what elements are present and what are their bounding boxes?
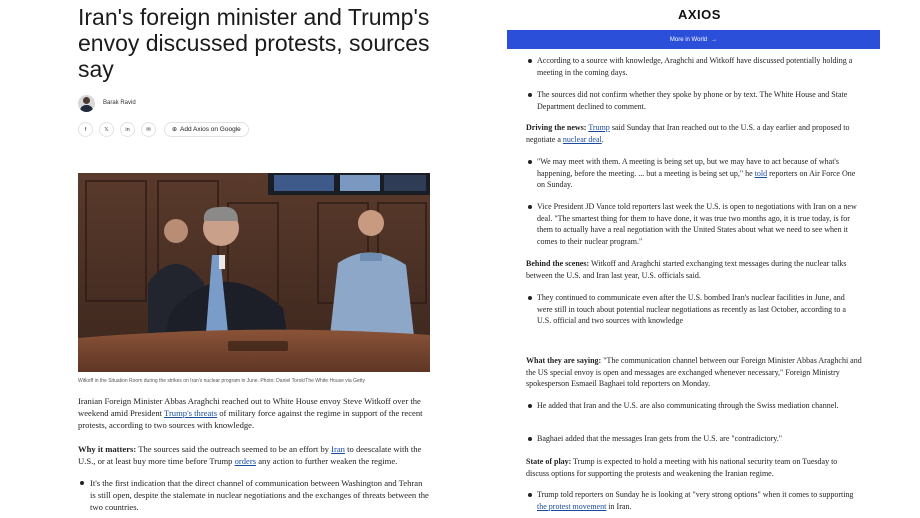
why-text-c: any action to further weaken the regime. <box>256 456 398 466</box>
plus-icon: ⊕ <box>172 127 178 133</box>
right-bullet-list-1 <box>526 55 862 78</box>
situation-room-image <box>78 173 430 372</box>
list-item: Vice President JD Vance told reporters last week the U.S. is open to negotiations with Iran on a new deal. "The smartest thing for them to have done, it was true two months ago, it is true today, is for them to actually have a real negotiation with the United States about what we need to see when it comes to their nuclear program." <box>526 201 862 247</box>
paragraph-why-it-matters <box>78 443 430 467</box>
why-text-a: The sources said the outreach seemed to be an effort by <box>136 444 332 454</box>
driving-the-news-label: Driving the news: <box>526 123 587 132</box>
author-name[interactable]: Barak Ravid <box>103 100 136 106</box>
article-photo <box>78 173 430 372</box>
paragraph-intro <box>78 395 430 431</box>
saying-text: "The communication channel between our Foreign Minister Abbas Araghchi and the US special envoy is open and messages are exchanged whenever necessary," Foreign Ministry spokesperson Esmaeil Baghaei told reporters on Monday. <box>526 356 862 389</box>
right-bullet-list-6 <box>526 400 862 412</box>
behind-the-scenes-label: Behind the scenes: <box>526 259 590 268</box>
axios-logo[interactable]: AXIOS <box>678 7 721 22</box>
x-share-button[interactable] <box>99 122 114 137</box>
add-axios-google-button[interactable] <box>164 122 249 137</box>
options-text-b: in Iran. <box>606 501 632 511</box>
why-it-matters-label: Why it matters: <box>78 444 137 454</box>
behind-text: Witkoff and Araghchi started exchanging text messages during the nuclear talks between the U.S. and Iran last year, U.S. officials said. <box>526 259 847 280</box>
right-bullet-list-5 <box>526 292 862 327</box>
quote-text-b: reporters on Air Force One on Sunday. <box>537 168 856 190</box>
list-item: Baghaei added that the messages Iran gets from the U.S. are "contradictory." <box>526 433 862 445</box>
nuclear-deal-link[interactable]: nuclear deal <box>562 134 602 144</box>
driving-text-b: . <box>601 134 604 144</box>
paragraph-behind-the-scenes <box>526 258 862 281</box>
right-bullet-list-7 <box>526 433 862 445</box>
why-text-b: to deescalate with the U.S., or at least buy more time before Trump <box>78 444 422 466</box>
arrow-right-icon: → <box>711 36 718 43</box>
share-bar <box>78 122 249 137</box>
trump-link[interactable]: Trump <box>588 123 610 132</box>
what-they-are-saying-label: What they are saying: <box>526 356 602 365</box>
list-item <box>526 489 862 512</box>
left-bullet-list <box>78 477 430 513</box>
list-item: They continued to communicate even after the U.S. bombed Iran's nuclear facilities in June, and were still in touch about potential nuclear negotiations as recently as last October, according to a U.S. official and two sources with knowledge <box>526 292 862 327</box>
linkedin-share-button[interactable] <box>120 122 135 137</box>
state-of-play-label: State of play: <box>526 457 572 466</box>
more-in-world-bar[interactable] <box>507 30 880 49</box>
email-icon: ✉ <box>146 126 151 133</box>
right-bullet-list-3 <box>526 156 862 191</box>
trumps-threats-link[interactable]: Trump's threats <box>164 408 218 418</box>
told-link[interactable]: told <box>754 168 768 178</box>
add-axios-google-label: Add Axios on Google <box>180 126 241 133</box>
driving-text-a: said Sunday that Iran reached out to the U.S. a day earlier and proposed to negotiate a <box>526 123 850 144</box>
paragraph-what-they-are-saying <box>526 355 862 390</box>
list-item: The sources did not confirm whether they spoke by phone or by text. The White House and State Department declined to comment. <box>526 89 862 112</box>
more-in-world-label: More in World <box>669 36 708 43</box>
paragraph-driving-the-news <box>526 122 862 145</box>
intro-text-a: Iranian Foreign Minister Abbas Araghchi reached out to White House envoy Steve Witkoff over the weekend amid President <box>78 396 421 418</box>
email-share-button[interactable] <box>141 122 156 137</box>
quote-text-a: "We may meet with them. A meeting is being set up, but we may have to act because of what's happening, before the meeting. ... but a meeting is being set up," he <box>537 157 839 178</box>
right-bullet-list-2 <box>526 89 862 112</box>
list-item: According to a source with knowledge, Araghchi and Witkoff have discussed potentially holding a meeting in the coming days. <box>526 55 862 78</box>
play-text: Trump is expected to hold a meeting with his national security team on Tuesday to discuss options for supporting the protests and weakening the Iranian regime. <box>526 457 838 478</box>
linkedin-icon: in <box>125 126 130 133</box>
right-bullet-list-4 <box>526 201 862 247</box>
article-headline: Iran's foreign minister and Trump's envoy discussed protests, sources say <box>78 4 430 82</box>
orders-link[interactable]: orders <box>234 456 257 466</box>
iran-link[interactable]: Iran <box>331 444 345 454</box>
facebook-share-button[interactable] <box>78 122 93 137</box>
list-item: It's the first indication that the direct channel of communication between Washington and Tehran is still open, despite the stalemate in nuclear negotiations and the exchanges of threats between the two countries. <box>78 477 430 513</box>
list-item: He added that Iran and the U.S. are also communicating through the Swiss mediation channel. <box>526 400 862 412</box>
options-text-a: Trump told reporters on Sunday he is looking at "very strong options" when it comes to supporting <box>537 490 854 499</box>
author-avatar[interactable] <box>78 95 95 112</box>
byline <box>78 93 136 113</box>
list-item <box>526 156 862 191</box>
intro-text-b: of military force against the regime in support of the recent protests, according to two sources with knowledge. <box>78 408 423 430</box>
protest-movement-link[interactable]: the protest movement <box>537 501 607 511</box>
paragraph-state-of-play <box>526 456 862 479</box>
right-bullet-list-8 <box>526 489 862 512</box>
facebook-icon: f <box>84 126 87 133</box>
photo-caption: Witkoff in the Situation Room during the strikes on Iran's nuclear program in June. Photo: Daniel Torok/The White House via Getty <box>78 378 366 384</box>
x-icon: 𝕏 <box>104 126 109 133</box>
